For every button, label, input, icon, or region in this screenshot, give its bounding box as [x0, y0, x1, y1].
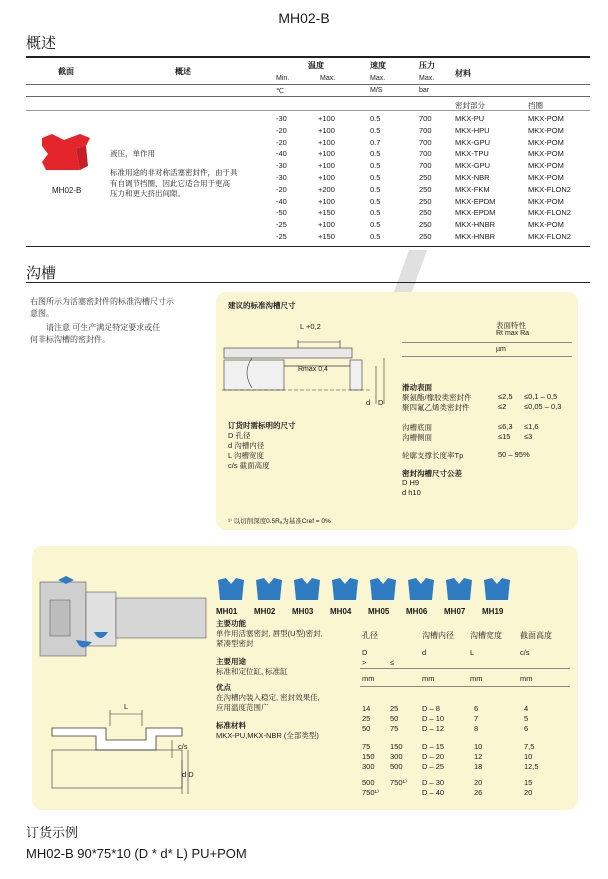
intro-line-2: 意图。	[30, 309, 54, 318]
dim-cell-e: 15	[524, 778, 533, 787]
od-D: D 孔径	[228, 431, 251, 440]
mm-height: mm	[520, 674, 533, 683]
mm-width: mm	[470, 674, 483, 683]
row-divider	[26, 110, 590, 111]
profile-mh04-icon	[330, 576, 360, 604]
table-cell-speed: 0.7	[370, 137, 381, 147]
func-title: 主要功能	[216, 619, 246, 628]
tolerance-title: 密封沟槽尺寸公差	[402, 469, 462, 478]
ptfe-v1: ≤2	[498, 402, 507, 411]
table-cell-max: +100	[318, 173, 335, 182]
seal-profile-icon	[40, 132, 92, 174]
ptfe-label: 聚四氟乙烯类密封件	[402, 403, 470, 412]
dim-cell-a: 500	[362, 778, 375, 787]
gb-v1: ≤6,3	[498, 422, 513, 431]
adv-line-1: 在沟槽内装入稳定, 密封效果佳,	[216, 693, 320, 702]
dim-cell-e: 5	[524, 714, 529, 723]
adv-line-2: 应用温度范围广	[216, 703, 269, 712]
dim-cell-a: 150	[362, 752, 375, 761]
col-section-header: 截面	[58, 67, 74, 76]
cylinder-illustration	[38, 570, 208, 664]
order-heading: 订货示例	[26, 825, 79, 840]
col-seal-part: 密封部分	[455, 101, 485, 110]
col-height: 截面高度	[520, 631, 552, 640]
table-cell-min: -40	[276, 196, 287, 206]
table-cell-speed: 0.5	[370, 149, 381, 159]
dim-cell-b: 75	[390, 724, 399, 733]
table-cell-max: +100	[318, 114, 335, 123]
table-cell-pressure: 250	[419, 173, 432, 182]
table-cell-ring: MKX-POM	[528, 196, 564, 206]
table-cell-speed: 0.5	[370, 114, 381, 123]
table-cell-pressure: 250	[419, 220, 432, 230]
table-cell-pressure: 700	[419, 125, 432, 135]
table-cell-seal: MKX-HNBR	[455, 232, 496, 241]
table-cell-min: -25	[276, 220, 287, 230]
sliding-title: 滑动表面	[402, 383, 432, 392]
profile-mh19-icon	[482, 576, 512, 604]
table-cell-speed: 0.5	[370, 184, 381, 194]
dim-cell-d: 18	[474, 762, 483, 771]
profile-label: MH07	[444, 607, 466, 616]
table-cell-ring: MKX-POM	[528, 161, 564, 171]
table-cell-speed: 0.5	[370, 173, 381, 182]
poly-v2: ≤0,1 – 0,5	[524, 392, 558, 401]
profile-label: MH19	[482, 607, 504, 616]
mat-line-1: MKX-PU,MKX-NBR (全部类型)	[216, 731, 319, 740]
intro-line-1: 右图所示为活塞密封件的标准沟槽尺寸示	[30, 297, 174, 306]
table-cell-min: -40	[276, 149, 287, 159]
profile-label: MH03	[292, 607, 314, 616]
table-cell-seal: MKX-EPDM	[455, 196, 496, 206]
surface-rule-2	[402, 356, 572, 357]
profile-label: MH01	[216, 607, 238, 616]
dim-r: Rmax 0,4	[298, 366, 328, 373]
unit-temp: ℃	[276, 88, 284, 95]
col-pressure-header: 压力	[419, 61, 435, 70]
use-line-1: 标准和定位缸, 标准缸	[216, 667, 288, 676]
groove-side-label: 沟槽侧面	[402, 433, 432, 442]
unit-speed: M/S	[370, 87, 383, 94]
table-cell-seal: MKX-GPU	[455, 137, 491, 147]
table-cell-seal: MKX-GPU	[455, 161, 491, 171]
dim-cell-c: D – 25	[422, 762, 445, 771]
label-cs: c/s	[178, 742, 188, 751]
dim-cell-c: D – 30	[422, 778, 445, 787]
sub-max-pressure: Max.	[419, 75, 435, 82]
table-cell-speed: 0.5	[370, 161, 381, 171]
dim-cell-d: 8	[474, 724, 479, 733]
label-dD: d D	[182, 770, 194, 779]
unit-um: µm	[496, 346, 506, 353]
sym-d: d	[422, 648, 427, 657]
col-speed-header: 速度	[370, 61, 386, 70]
table-cell-seal: MKX-NBR	[455, 173, 490, 182]
dim-cell-c: D – 40	[422, 788, 445, 797]
dim-cell-a: 25	[362, 714, 371, 723]
table-cell-ring: MKX-POM	[528, 114, 564, 123]
dim-cell-d: 7	[474, 714, 479, 723]
func-line-1: 单作用活塞密封, 唇型(U型)密封,	[216, 629, 323, 638]
table-cell-max: +100	[318, 137, 335, 147]
dim-cell-c: D – 8	[422, 704, 440, 713]
poly-label: 聚氨酯/橡胶类密封件	[402, 393, 472, 402]
ptfe-v2: ≤0,05 – 0,3	[524, 402, 562, 411]
desc-line-3: 有自调节挡圈，因此它适合用于更高	[110, 179, 230, 188]
page-title: MH02-B	[278, 10, 330, 26]
profile-mh06-icon	[406, 576, 436, 604]
table-cell-ring: MKX-POM	[528, 220, 564, 230]
units-bottom-rule	[26, 96, 590, 97]
table-cell-seal: MKX-HPU	[455, 125, 490, 135]
dim-cell-e: 4	[524, 704, 529, 713]
dim-cell-b: 500	[390, 762, 403, 771]
profile-label: MH04	[330, 607, 352, 616]
order-example: MH02-B 90*75*10 (D * d* L) PU+POM	[26, 846, 247, 861]
table-cell-ring: MKX-POM	[528, 173, 564, 182]
sym-gt: >	[362, 658, 367, 667]
dim-cell-b: 150	[390, 742, 403, 751]
od-d: d 沟槽内径	[228, 441, 265, 450]
profile-label: MH06	[406, 607, 428, 616]
table-cell-pressure: 250	[419, 196, 432, 206]
table-cell-ring: MKX-FLON2	[528, 232, 571, 241]
table-cell-min: -20	[276, 137, 287, 147]
dim-cell-a: 750¹⁾	[362, 788, 379, 797]
mm-bore: mm	[362, 674, 375, 683]
od-cs: c/s 截面高度	[228, 461, 270, 470]
profile-ratio-label: 轮廓支撑长度率Tp	[402, 451, 464, 460]
table-cell-ring: MKX-FLON2	[528, 208, 571, 218]
table-cell-min: -30	[276, 114, 287, 123]
dim-cell-c: D – 15	[422, 742, 445, 751]
groove-heading: 沟槽	[26, 265, 57, 282]
col-temp-header: 温度	[308, 61, 324, 70]
mm-inner: mm	[422, 674, 435, 683]
intro-line-3: 请注意 可生产满足特定要求或任	[46, 323, 161, 332]
order-dims-title: 订货时需标明的尺寸	[228, 421, 296, 430]
dim-cell-b: 750¹⁾	[390, 778, 407, 787]
desc-line-1: 液压，单作用	[110, 149, 155, 158]
table-cell-speed: 0.5	[370, 232, 381, 241]
sym-le: ≤	[390, 658, 395, 667]
table-cell-seal: MKX-EPDM	[455, 208, 496, 218]
table-cell-min: -20	[276, 125, 287, 135]
dim-cell-e: 20	[524, 788, 533, 797]
table-cell-speed: 0.5	[370, 208, 381, 218]
use-title: 主要用途	[216, 657, 246, 666]
dim-cell-a: 50	[362, 724, 371, 733]
dim-cell-d: 10	[474, 742, 483, 751]
table-cell-ring: MKX-POM	[528, 149, 564, 159]
table-cell-max: +100	[318, 196, 335, 206]
sym-L: L	[470, 648, 475, 657]
dim-cell-a: 75	[362, 742, 371, 751]
od-L: L 沟槽宽度	[228, 451, 264, 460]
sym-D: D	[362, 648, 368, 657]
label-L: L	[124, 702, 129, 711]
dim-cell-c: D – 20	[422, 752, 445, 761]
footnote: ¹⁾ 以切削深度0.5Rₐ为基准Cref = 0%	[228, 518, 331, 525]
dim-cell-d: 20	[474, 778, 483, 787]
profile-mh05-icon	[368, 576, 398, 604]
profile-label: MH05	[368, 607, 390, 616]
table-cell-seal: MKX-HNBR	[455, 220, 496, 230]
table-cell-speed: 0.5	[370, 125, 381, 135]
tol-d: d h10	[402, 488, 421, 497]
table-cell-ring: MKX-POM	[528, 125, 564, 135]
surface-sub: Rt max Ra	[496, 330, 530, 337]
dim-d-small: d	[366, 398, 371, 407]
mat-title: 标准材料	[216, 721, 246, 730]
dim-cell-b: 25	[390, 704, 399, 713]
profile-mh01-icon	[216, 576, 246, 604]
profile-mh02-icon	[254, 576, 284, 604]
table-cell-seal: MKX-FKM	[455, 184, 490, 194]
dim-cell-d: 12	[474, 752, 483, 761]
table-cell-min: -30	[276, 161, 287, 171]
table-cell-pressure: 700	[419, 161, 432, 171]
sub-max-temp: Max.	[320, 75, 336, 82]
table-cell-max: +100	[318, 161, 335, 171]
dim-rule-1	[360, 668, 570, 669]
dim-cell-a: 14	[362, 704, 371, 713]
dim-cell-c: D – 10	[422, 714, 445, 723]
dim-l: L +0,2	[300, 322, 321, 331]
table-cell-pressure: 700	[419, 137, 432, 147]
table-cell-seal: MKX-PU	[455, 114, 485, 123]
intro-line-4: 何非标沟槽的密封件。	[30, 335, 110, 344]
col-width: 沟槽宽度	[470, 631, 502, 640]
table-cell-min: -50	[276, 208, 287, 218]
dim-cell-c: D – 12	[422, 724, 445, 733]
profile-label: MH02-B	[52, 186, 82, 195]
adv-title: 优点	[216, 683, 231, 692]
overview-heading: 概述	[26, 35, 57, 52]
table-cell-max: +200	[318, 184, 335, 194]
dim-cell-e: 7,5	[524, 742, 535, 751]
func-line-2: 紧凑型密封	[216, 639, 254, 648]
unit-pressure: bar	[419, 87, 430, 94]
dim-cell-e: 6	[524, 724, 529, 733]
surface-title: 表面特性	[496, 321, 526, 330]
table-cell-seal: MKX-TPU	[455, 149, 489, 159]
col-retainer: 挡圈	[528, 101, 543, 110]
col-bore: 孔径	[362, 631, 378, 640]
tol-D: D H9	[402, 478, 420, 487]
surface-rule-1	[402, 342, 572, 343]
dim-cell-e: 12,5	[524, 762, 539, 771]
dim-cell-b: 50	[390, 714, 399, 723]
col-inner: 沟槽内径	[422, 631, 454, 640]
table-cell-pressure: 250	[419, 208, 432, 218]
table-cell-ring: MKX-POM	[528, 137, 564, 147]
poly-v1: ≤2,5	[498, 392, 513, 401]
table-cell-max: +100	[318, 125, 335, 135]
table-cell-max: +150	[318, 208, 335, 218]
dim-rule-2	[360, 686, 570, 687]
groove-section-drawing	[46, 706, 196, 798]
table-cell-ring: MKX-FLON2	[528, 184, 571, 194]
sym-cs: c/s	[520, 648, 530, 657]
desc-line-2: 标准用途的非对称活塞密封件，由于具	[110, 168, 238, 177]
table-cell-min: -20	[276, 184, 287, 194]
table-cell-max: +150	[318, 232, 335, 241]
dim-cell-d: 26	[474, 788, 483, 797]
table-cell-min: -30	[276, 173, 287, 182]
tp-value: 50 – 95%	[498, 450, 530, 459]
col-material-header: 材料	[455, 69, 471, 78]
table-cell-speed: 0.5	[370, 220, 381, 230]
table-cell-pressure: 700	[419, 149, 432, 159]
dim-cell-e: 10	[524, 752, 533, 761]
dim-cell-d: 6	[474, 704, 479, 713]
panel1-title: 建议的标准沟槽尺寸	[228, 301, 296, 310]
dim-cell-b: 300	[390, 752, 403, 761]
table-cell-pressure: 250	[419, 232, 432, 241]
table-top-rule	[26, 56, 590, 58]
gs-v1: ≤15	[498, 432, 511, 441]
table-cell-min: -25	[276, 232, 287, 241]
table-cell-pressure: 700	[419, 114, 432, 123]
desc-line-4: 压力和更大挤出间隙。	[110, 189, 185, 198]
table-bottom-rule	[26, 246, 590, 247]
groove-bottom-label: 沟槽底面	[402, 423, 432, 432]
col-overview-header: 概述	[175, 67, 191, 76]
sub-max-speed: Max.	[370, 75, 386, 82]
dim-cell-a: 300	[362, 762, 375, 771]
table-cell-max: +100	[318, 220, 335, 230]
dim-d-big: D	[378, 398, 384, 407]
profile-mh07-icon	[444, 576, 474, 604]
profile-label: MH02	[254, 607, 276, 616]
gs-v2: ≤3	[524, 432, 533, 441]
units-top-rule	[26, 84, 590, 85]
table-cell-pressure: 250	[419, 184, 432, 194]
table-cell-max: +100	[318, 149, 335, 159]
table-cell-speed: 0.5	[370, 196, 381, 206]
sub-min: Min.	[276, 75, 290, 82]
profile-mh03-icon	[292, 576, 322, 604]
groove-rule	[26, 282, 590, 283]
gb-v2: ≤1,6	[524, 422, 539, 431]
